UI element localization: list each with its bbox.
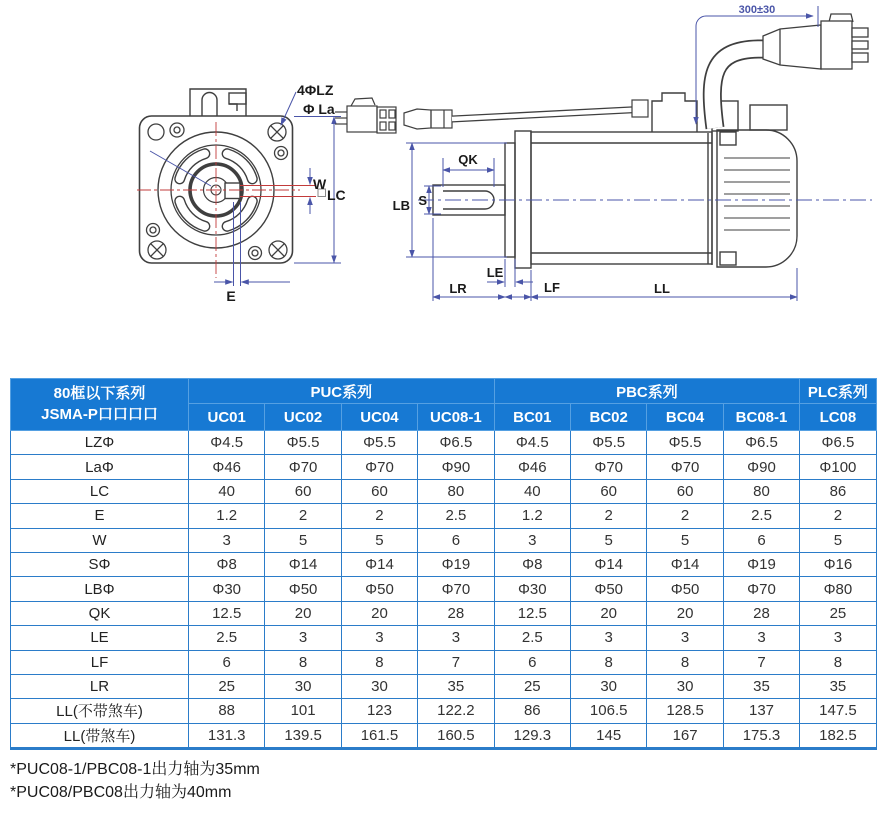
dimension-label: LF <box>11 650 189 674</box>
cable-length-label: 300±30 <box>738 4 776 16</box>
dimension-value: Φ46 <box>189 455 265 479</box>
dimension-value: 2.5 <box>189 626 265 650</box>
table-row <box>11 699 877 723</box>
dimension-value: Φ19 <box>723 552 799 576</box>
dimension-value: Φ50 <box>341 577 417 601</box>
dimension-value: 2 <box>800 504 876 528</box>
dimension-value: 6 <box>189 650 265 674</box>
series-group-header: PBC系列 <box>494 379 800 404</box>
key-width-label: W <box>313 176 327 192</box>
dimension-value: 3 <box>189 528 265 552</box>
dimension-label: LL(不带煞车) <box>11 699 189 723</box>
dimension-value: 20 <box>265 601 341 625</box>
shaft-key <box>225 183 240 199</box>
dimension-value: 122.2 <box>418 699 494 723</box>
dimension-label: LC <box>11 479 189 503</box>
dimension-value: 12.5 <box>189 601 265 625</box>
dimension-value: 86 <box>494 699 570 723</box>
dimension-value: 3 <box>647 626 723 650</box>
dimension-value: 30 <box>647 674 723 698</box>
dimension-value: 182.5 <box>800 723 876 748</box>
dimension-value: 167 <box>647 723 723 748</box>
dimension-value: 28 <box>723 601 799 625</box>
dimension-value: 80 <box>418 479 494 503</box>
dimension-label: LE <box>11 626 189 650</box>
series-group-header: PUC系列 <box>189 379 495 404</box>
table-row <box>11 723 877 748</box>
footnote-1: *PUC08-1/PBC08-1出力轴为35mm <box>10 761 260 778</box>
dimension-value: 3 <box>800 626 876 650</box>
dimension-value: 80 <box>723 479 799 503</box>
dimension-value: 25 <box>800 601 876 625</box>
dimension-value: 6 <box>418 528 494 552</box>
side-view <box>335 4 872 301</box>
dimension-value: 128.5 <box>647 699 723 723</box>
dimension-label: W <box>11 528 189 552</box>
dimension-value: 2 <box>265 504 341 528</box>
spec-table <box>10 378 877 750</box>
dimension-value: 6 <box>494 650 570 674</box>
front-view <box>137 82 346 304</box>
dimension-value: 8 <box>265 650 341 674</box>
dimension-value: 5 <box>647 528 723 552</box>
dimension-value: 30 <box>341 674 417 698</box>
dimension-value: 25 <box>189 674 265 698</box>
dimension-value: 30 <box>265 674 341 698</box>
dimension-value: Φ5.5 <box>341 431 417 455</box>
dimension-label: SΦ <box>11 552 189 576</box>
dimension-value: 3 <box>494 528 570 552</box>
dimension-value: 139.5 <box>265 723 341 748</box>
dimension-value: 5 <box>800 528 876 552</box>
dimension-label: LZΦ <box>11 431 189 455</box>
dimension-value: 30 <box>571 674 647 698</box>
qk-label: QK <box>458 152 478 167</box>
dimension-value: 160.5 <box>418 723 494 748</box>
centerlines-front <box>137 122 316 278</box>
dimension-value: 3 <box>723 626 799 650</box>
dimension-value: 3 <box>265 626 341 650</box>
dimension-value: Φ70 <box>723 577 799 601</box>
dimension-value: 7 <box>418 650 494 674</box>
model-column-header: BC08-1 <box>723 404 799 431</box>
table-row <box>11 577 877 601</box>
dimension-value: 8 <box>341 650 417 674</box>
ll-label: LL <box>654 281 670 296</box>
table-row <box>11 431 877 455</box>
dimension-value: 175.3 <box>723 723 799 748</box>
e-label: E <box>226 288 236 304</box>
dimension-value: 12.5 <box>494 601 570 625</box>
dimension-value: 40 <box>494 479 570 503</box>
dimension-value: Φ5.5 <box>571 431 647 455</box>
table-row <box>11 601 877 625</box>
dimension-value: 2.5 <box>723 504 799 528</box>
lb-label: LB <box>392 198 410 213</box>
model-column-header: UC02 <box>265 404 341 431</box>
dimension-value: Φ4.5 <box>189 431 265 455</box>
dimension-value: Φ50 <box>265 577 341 601</box>
dimension-value: Φ14 <box>265 552 341 576</box>
dimension-value: 60 <box>341 479 417 503</box>
dimension-value: 7 <box>723 650 799 674</box>
dimension-value: Φ6.5 <box>800 431 876 455</box>
dimension-label: LBΦ <box>11 577 189 601</box>
dimension-value: 20 <box>571 601 647 625</box>
dimension-value: Φ6.5 <box>418 431 494 455</box>
dimension-value: Φ70 <box>647 455 723 479</box>
dimension-value: 2.5 <box>494 626 570 650</box>
dimension-value: 25 <box>494 674 570 698</box>
dimension-value: Φ14 <box>647 552 723 576</box>
dimension-value: Φ70 <box>341 455 417 479</box>
dimension-value: 28 <box>418 601 494 625</box>
footnote-2: *PUC08/PBC08出力轴为40mm <box>10 784 232 801</box>
dimension-value: 1.2 <box>189 504 265 528</box>
frame-label: LC <box>327 187 346 203</box>
lf-label: LF <box>544 280 560 295</box>
dimension-value: Φ5.5 <box>265 431 341 455</box>
dimension-value: 106.5 <box>571 699 647 723</box>
dimension-value: 8 <box>647 650 723 674</box>
dimension-value: 131.3 <box>189 723 265 748</box>
power-cable <box>712 14 868 128</box>
dimension-value: Φ90 <box>418 455 494 479</box>
dimension-value: 20 <box>341 601 417 625</box>
dimension-value: 35 <box>723 674 799 698</box>
dimension-value: 161.5 <box>341 723 417 748</box>
table-row <box>11 479 877 503</box>
footnotes <box>10 758 260 804</box>
dimension-value: 2 <box>571 504 647 528</box>
dimension-value: Φ8 <box>494 552 570 576</box>
dimension-value: Φ16 <box>800 552 876 576</box>
dimension-value: Φ30 <box>189 577 265 601</box>
dimension-value: 1.2 <box>494 504 570 528</box>
dimension-label: E <box>11 504 189 528</box>
dimension-value: Φ14 <box>571 552 647 576</box>
model-column-header: BC01 <box>494 404 570 431</box>
table-row <box>11 650 877 674</box>
lr-label: LR <box>449 281 467 296</box>
dimension-value: Φ30 <box>494 577 570 601</box>
pilot-label: Φ La <box>303 101 335 117</box>
table-row <box>11 455 877 479</box>
dimension-value: Φ80 <box>800 577 876 601</box>
dimension-value: 8 <box>571 650 647 674</box>
model-column-header: UC04 <box>341 404 417 431</box>
dimension-value: Φ6.5 <box>723 431 799 455</box>
mounting-screws <box>147 123 288 260</box>
dimension-value: Φ70 <box>418 577 494 601</box>
series-title: 80框以下系列 JSMA-P口口口口 <box>11 379 189 431</box>
dimension-value: Φ14 <box>341 552 417 576</box>
dimension-value: 147.5 <box>800 699 876 723</box>
model-column-header: BC04 <box>647 404 723 431</box>
dimension-value: 35 <box>418 674 494 698</box>
dimension-value: 35 <box>800 674 876 698</box>
dimension-label: QK <box>11 601 189 625</box>
dimension-value: 137 <box>723 699 799 723</box>
model-column-header: UC08-1 <box>418 404 494 431</box>
front-connector-bump <box>190 89 246 116</box>
motor-dimension-drawing <box>0 0 885 374</box>
dimension-value: 129.3 <box>494 723 570 748</box>
dimension-value: Φ8 <box>189 552 265 576</box>
dimension-value: Φ5.5 <box>647 431 723 455</box>
dimension-label: LR <box>11 674 189 698</box>
dimension-value: 60 <box>647 479 723 503</box>
dimension-value: Φ70 <box>571 455 647 479</box>
dimension-value: Φ4.5 <box>494 431 570 455</box>
dimension-value: 2 <box>341 504 417 528</box>
dimension-value: 8 <box>800 650 876 674</box>
dimension-value: 5 <box>265 528 341 552</box>
dimension-value: Φ90 <box>723 455 799 479</box>
dimension-value: 5 <box>571 528 647 552</box>
dimension-value: 5 <box>341 528 417 552</box>
dimension-value: 40 <box>189 479 265 503</box>
dimension-value: 3 <box>571 626 647 650</box>
dimension-value: Φ19 <box>418 552 494 576</box>
dimension-value: 86 <box>800 479 876 503</box>
holes-label: 4ΦLZ <box>297 82 334 98</box>
dimension-label: LaΦ <box>11 455 189 479</box>
dimension-value: 2 <box>647 504 723 528</box>
table-row <box>11 552 877 576</box>
dimension-value: 123 <box>341 699 417 723</box>
dimension-value: 6 <box>723 528 799 552</box>
model-column-header: LC08 <box>800 404 876 431</box>
model-column-header: UC01 <box>189 404 265 431</box>
dimension-value: Φ70 <box>265 455 341 479</box>
dimension-value: 60 <box>265 479 341 503</box>
dimension-value: 3 <box>341 626 417 650</box>
dimension-value: Φ100 <box>800 455 876 479</box>
table-row <box>11 504 877 528</box>
dimension-value: Φ50 <box>571 577 647 601</box>
dimension-value: Φ50 <box>647 577 723 601</box>
dimension-value: 20 <box>647 601 723 625</box>
dimension-value: 2.5 <box>418 504 494 528</box>
encoder-plug <box>335 98 452 133</box>
series-group-header: PLC系列 <box>800 379 876 404</box>
dimension-value: 145 <box>571 723 647 748</box>
encoder-cable <box>452 100 648 119</box>
dimension-value: 101 <box>265 699 341 723</box>
dimension-label: LL(带煞车) <box>11 723 189 748</box>
dimension-value: 60 <box>571 479 647 503</box>
dimension-value: 88 <box>189 699 265 723</box>
table-row <box>11 674 877 698</box>
model-column-header: BC02 <box>571 404 647 431</box>
dimension-value: 3 <box>418 626 494 650</box>
table-row <box>11 626 877 650</box>
le-label: LE <box>486 265 504 280</box>
dimension-value: Φ46 <box>494 455 570 479</box>
table-row <box>11 528 877 552</box>
s-label: S <box>418 193 427 208</box>
